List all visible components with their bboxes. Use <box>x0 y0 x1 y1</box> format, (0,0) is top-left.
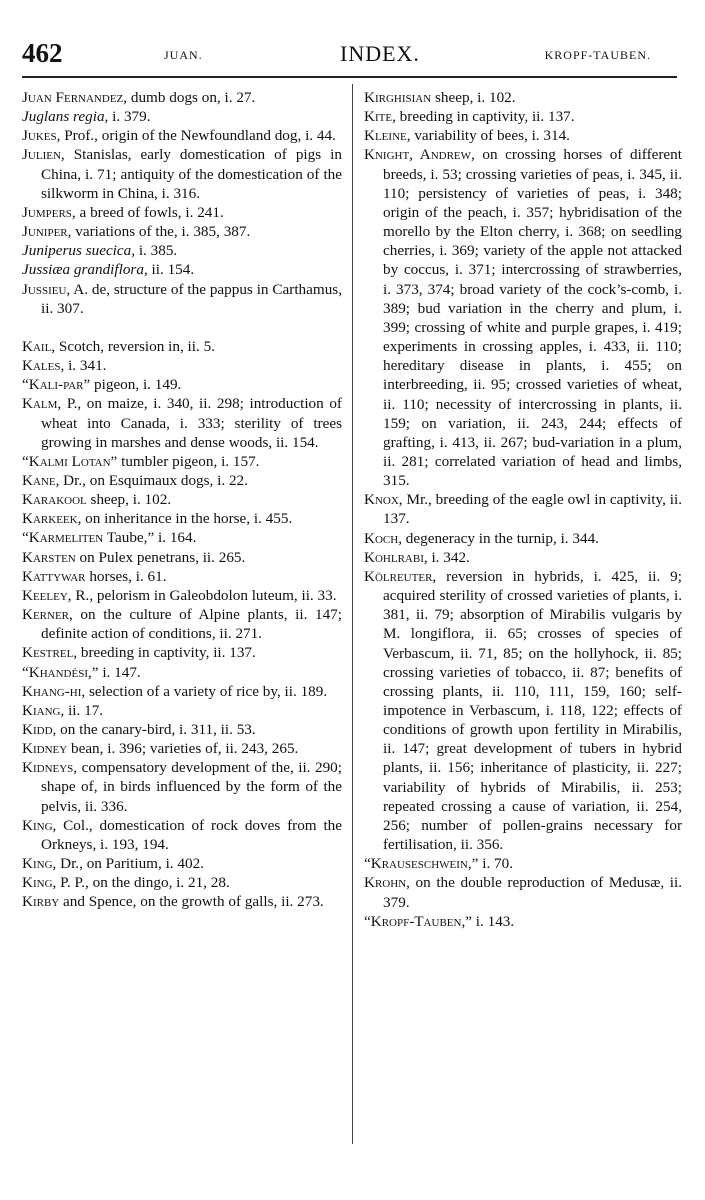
index-entry <box>22 854 342 873</box>
index-entry <box>22 452 342 471</box>
index-entry <box>22 260 342 279</box>
entry-heading: “Karmeliten <box>22 529 104 547</box>
entry-heading: King, <box>22 874 57 892</box>
right-column <box>364 88 682 931</box>
entry-heading: Karsten <box>22 548 76 566</box>
index-entry <box>364 854 682 873</box>
index-entry <box>22 337 342 356</box>
entry-heading: Kirby <box>22 893 60 911</box>
entry-text: reversion in hybrids, i. 425, ii. 9; acquired sterility of crossed varieties of plants, i. 381, ii. 79; absorption of Mirabilis vulgaris by M. longiflora, ii. 65; crosses of species of Verbascum, ii. 71, 85; on the hollyhock, ii. 85; crossing varieties of tobacco, ii. 87; benefits of crossing plants, ii. 110, 111, 159, 160; self-impotence in Verbascum, i. 118, 122; effects of conditions of growth upon fertility in Mirabilis, ii. 147; great development of tubers in hybrid plants, ii. 156; inheritance of plasticity, ii. 227; variability of hybrids of Mirabilis, ii. 253; repeated crossing a cause of variation, ii. 254, 256; number of pollen-grains necessary for fertilisation, ii. 356. <box>383 567 682 854</box>
entry-text: horses, i. 61. <box>85 567 167 585</box>
entry-heading: Julien, <box>22 146 65 164</box>
entry-text: on inheritance in the horse, i. 455. <box>81 510 293 528</box>
entry-heading: “Kropf-Tauben,” <box>364 912 472 930</box>
entry-text: variability of bees, i. 314. <box>410 127 570 145</box>
index-entry <box>22 528 342 547</box>
entry-heading: King, <box>22 855 57 873</box>
entry-heading: Kane, <box>22 471 60 489</box>
index-entry <box>364 912 682 931</box>
running-header <box>22 38 683 72</box>
entry-heading: Kattywar <box>22 567 86 585</box>
entry-heading: Kite, <box>364 108 396 126</box>
entry-text: i. 70. <box>478 855 514 873</box>
entry-text: selection of a variety of rice by, ii. 189. <box>85 682 328 700</box>
index-entry <box>22 816 342 854</box>
entry-text: and Spence, on the growth of galls, ii. 273. <box>59 893 324 911</box>
entry-heading: Kestrel, <box>22 644 78 662</box>
index-entry <box>22 892 342 911</box>
entry-heading: Kirghisian <box>364 89 432 106</box>
entry-text: P. P., on the dingo, i. 21, 28. <box>56 874 230 892</box>
index-entry <box>22 701 342 720</box>
index-entry <box>364 145 682 490</box>
entry-text: on the culture of Alpine plants, ii. 147; definite action of conditions, ii. 271. <box>41 606 342 643</box>
entry-text: Dr., on Paritium, i. 402. <box>56 855 204 873</box>
index-entry <box>22 280 342 318</box>
entry-text: ii. 17. <box>64 701 104 719</box>
entry-heading: “Khandési,” <box>22 663 99 681</box>
index-entry <box>364 548 682 567</box>
entry-heading: Kölreuter, <box>364 567 437 585</box>
entry-text: pigeon, i. 149. <box>90 376 182 394</box>
entry-text: on the canary-bird, i. 311, ii. 53. <box>56 721 256 738</box>
entry-text: i. 385. <box>135 242 178 260</box>
entry-heading: Kidneys, <box>22 759 78 777</box>
entry-text: compensatory development of the, ii. 290; shape of, in birds influenced by the form of the pelvis, ii. 336. <box>41 759 342 815</box>
index-entry <box>22 739 342 758</box>
index-entry <box>22 720 342 739</box>
entry-text: sheep, i. 102. <box>86 491 172 509</box>
entry-heading: Kail, <box>22 337 56 355</box>
entry-heading: Kales, <box>22 357 65 375</box>
index-entry <box>364 567 682 854</box>
index-entry <box>364 529 682 548</box>
left-column <box>22 88 342 912</box>
index-entry <box>22 145 342 202</box>
index-entry <box>22 509 342 528</box>
column-divider <box>352 84 353 1144</box>
index-entry <box>22 873 342 892</box>
index-entry <box>22 222 342 241</box>
entry-text: sheep, i. 102. <box>431 89 516 106</box>
entry-heading: Knox, <box>364 491 403 509</box>
entry-heading: Juglans regia, <box>22 108 109 126</box>
entry-heading: Jussiæa grandiflora, <box>22 261 148 279</box>
entry-heading: King, <box>22 816 57 834</box>
entry-text: on Pulex penetrans, ii. 265. <box>75 548 246 566</box>
entry-text: P., on maize, i. 340, ii. 298; introduction of wheat into Canada, i. 333; sterility of trees growing in marshes and dense woods, ii. 154. <box>41 395 342 451</box>
entry-heading: Kleine, <box>364 127 411 145</box>
entry-text: degeneracy in the turnip, i. 344. <box>402 529 599 547</box>
index-entry <box>22 203 342 222</box>
index-entry <box>22 126 342 145</box>
index-entry <box>364 490 682 528</box>
index-entry <box>22 394 342 451</box>
entry-text: Col., domestication of rock doves from the Orkneys, i. 193, 194. <box>41 816 342 853</box>
entry-heading: Kidd, <box>22 721 57 738</box>
entry-heading: Juniperus suecica, <box>22 242 136 260</box>
index-entry <box>22 663 342 682</box>
entry-text: i. 341. <box>64 357 107 375</box>
entry-text: Stanislas, early domestication of pigs in China, i. 71; antiquity of the domestication of the silkworm in China, i. 316. <box>41 146 342 202</box>
entry-heading: Kerner, <box>22 606 73 624</box>
entry-heading: “Kalmi Lotan” <box>22 452 118 470</box>
entry-heading: Kohlrabi, <box>364 548 428 566</box>
entry-text: ii. 154. <box>147 261 195 279</box>
index-entry <box>364 126 682 145</box>
entry-text: i. 342. <box>427 548 470 566</box>
index-entry <box>22 88 342 107</box>
entry-heading: Karakool <box>22 491 87 509</box>
entry-text: bean, i. 396; varieties of, ii. 243, 265. <box>67 740 299 758</box>
entry-heading: Knight, Andrew, <box>364 146 475 164</box>
index-entry <box>364 107 682 126</box>
entry-text: dumb dogs on, i. 27. <box>127 89 256 106</box>
entry-text: Taube,” i. 164. <box>103 529 197 547</box>
entry-text: i. 379. <box>108 108 151 126</box>
entry-text: tumbler pigeon, i. 157. <box>117 452 260 470</box>
entry-heading: “Kali-par” <box>22 376 91 394</box>
index-entry <box>22 241 342 260</box>
index-entry <box>22 605 342 643</box>
index-entry <box>22 490 342 509</box>
left-running-head: JUAN. <box>164 48 203 62</box>
entry-heading: Kalm, <box>22 395 62 413</box>
header-rule <box>22 76 677 78</box>
entry-text: a breed of fowls, i. 241. <box>75 203 224 221</box>
entry-text: breeding in captivity, ii. 137. <box>77 644 256 662</box>
entry-text: R., pelorism in Galeobdolon luteum, ii. 33. <box>71 586 337 604</box>
index-entry <box>22 356 342 375</box>
entry-text: Mr., breeding of the eagle owl in captivity, ii. 137. <box>383 491 682 528</box>
right-running-head: KROPF-TAUBEN. <box>544 48 651 62</box>
entry-heading: Jukes, <box>22 127 61 145</box>
entry-text: Scotch, reversion in, ii. 5. <box>55 337 215 355</box>
entry-text: Dr., on Esquimaux dogs, i. 22. <box>59 471 248 489</box>
entry-heading: Keeley, <box>22 586 72 604</box>
index-entry <box>22 586 342 605</box>
index-entry <box>22 375 342 394</box>
entry-heading: Kidney <box>22 740 68 758</box>
entry-text: i. 143. <box>472 912 515 930</box>
entry-text: Prof., origin of the Newfoundland dog, i. 44. <box>60 127 336 145</box>
index-entry <box>364 873 682 911</box>
index-entry <box>364 88 682 107</box>
entry-heading: Juan Fernandez, <box>22 89 128 106</box>
entry-heading: “Krauseschwein,” <box>364 855 479 873</box>
index-entry <box>22 682 342 701</box>
page-number: 462 <box>22 38 63 68</box>
index-entry <box>22 567 342 586</box>
entry-heading: Karkeek, <box>22 510 82 528</box>
index-entry <box>22 548 342 567</box>
entry-heading: Khang-hi, <box>22 682 86 700</box>
entry-heading: Jumpers, <box>22 203 76 221</box>
index-entry <box>22 471 342 490</box>
entry-heading: Kiang, <box>22 701 65 719</box>
entry-heading: Koch, <box>364 529 402 547</box>
entry-text: A. de, structure of the pappus in Carthamus, ii. 307. <box>41 280 342 317</box>
index-entry <box>22 643 342 662</box>
entry-text: on crossing horses of different breeds, i. 53; crossing varieties of peas, i. 345, ii. 110; persistency of varieties of peas, i. 348; origin of the peach, i. 357; hybridisation of the morello by the Elton cherry, i. 368; on seedling cherries, i. 369; variety of the apple not attacked by coccus, i. 371; intercrossing of strawberries, i. 373, 374; broad variety of the cock’s-comb, i. 389; bud variation in the cherry and plum, i. 399; crossing of white and purple grapes, i. 419; experiments in crossing apples, i. 433, ii. 110; hereditary disease in plants, i. 455; on interbreeding, ii. 95; crossed varieties of wheat, ii. 110; necessity of intercrossing in plants, ii. 159; on variation, ii. 243, 244; effects of grafting, i. 413, ii. 267; bud-variation in a plum, ii. 281; correlated variation of head and limbs, 315. <box>383 146 682 490</box>
entry-heading: Krohn, <box>364 874 410 892</box>
entry-heading: Jussieu, <box>22 280 71 298</box>
entry-text: i. 147. <box>98 663 141 681</box>
index-entry <box>22 107 342 126</box>
entry-text: on the double reproduction of Medusæ, ii. 379. <box>383 874 682 911</box>
index-title: INDEX. <box>340 41 420 66</box>
entry-text: breeding in captivity, ii. 137. <box>395 108 575 126</box>
index-entry <box>22 758 342 815</box>
entry-heading: Juniper, <box>22 223 72 241</box>
entry-text: variations of the, i. 385, 387. <box>71 223 251 241</box>
